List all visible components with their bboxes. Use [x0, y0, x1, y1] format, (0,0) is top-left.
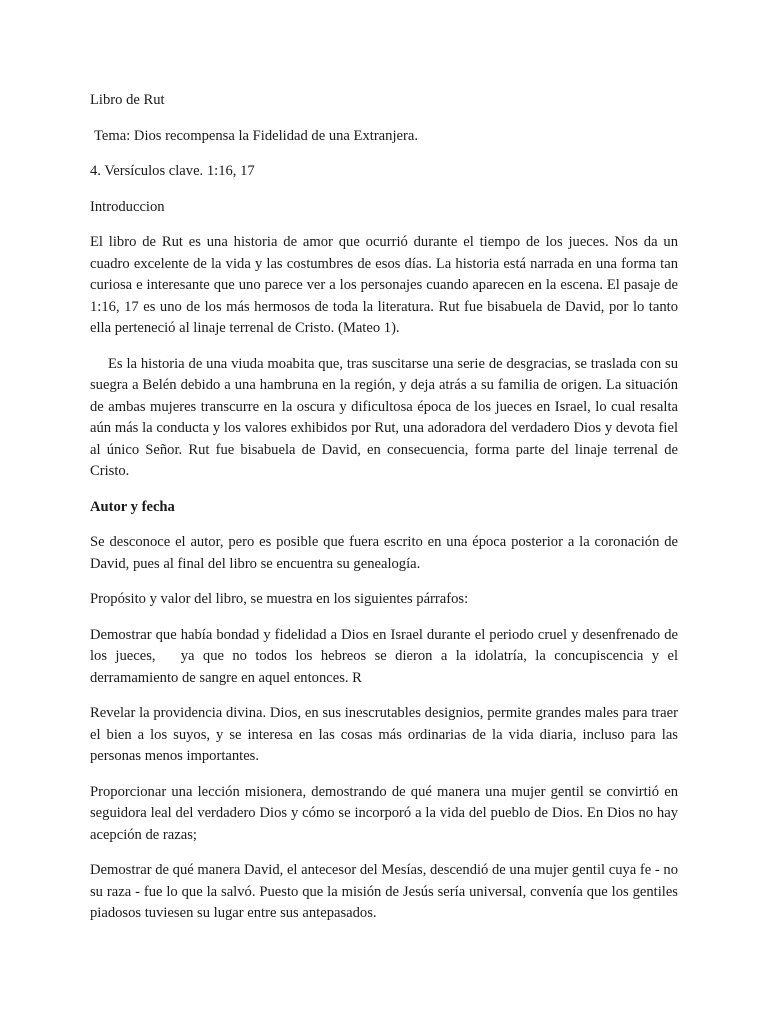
author-heading: Autor y fecha — [90, 498, 175, 515]
purpose-paragraph-2: Revelar la providencia divina. Dios, en sus inescrutables designios, permite grandes males para traer el bien a los suyos, y se interesa en las cosas más ordinarias de la vida diaria, incluso para las personas menos importantes. — [90, 705, 678, 764]
purpose-intro: Propósito y valor del libro, se muestra en los siguientes párrafos: — [90, 591, 469, 607]
theme-line: Tema: Dios recompensa la Fidelidad de una Extranjera. — [94, 127, 418, 144]
intro-heading: Introduccion — [90, 198, 165, 215]
author-paragraph: Se desconoce el autor, pero es posible que fuera escrito en una época posterior a la coronación de David, pues al final del libro se encuentra su genealogía. — [90, 534, 678, 572]
purpose-paragraph-3: Proporcionar una lección misionera, demostrando de qué manera una mujer gentil se convirtió en seguidora leal del verdadero Dios y cómo se incorporó a la vida del pueblo de Dios. En Dios no hay acepción de razas; — [90, 783, 678, 843]
document-title: Libro de Rut — [90, 92, 165, 108]
purpose-paragraph-1: Demostrar que había bondad y fidelidad a Dios en Israel durante el periodo cruel y desenfrenado de los jueces, ya que no todos los hebreos se dieron a la idolatría, la concupiscencia y el derramamiento de sangre en aquel entonces. R — [90, 626, 682, 686]
intro-paragraph-1: El libro de Rut es una historia de amor que ocurrió durante el tiempo de los jueces. Nos da un cuadro excelente de la vida y las costumbres de esos días. La historia está narrada en una forma tan curiosa e interesante que uno parece ver a los personajes cuando aparecen en la escena. El pasaje de 1:16, 17 es uno de los más hermosos de toda la literatura. Rut fue bisabuela de David, por lo tanto ella perteneció al linaje terrenal de Cristo. (Mateo 1). — [90, 234, 678, 336]
intro-paragraph-2: Es la historia de una viuda moabita que, tras suscitarse una serie de desgracias, se traslada con su suegra a Belén debido a una hambruna en la región, y deja atrás a su familia de origen. La situación de ambas mujeres transcurre en la oscura y dificultosa época de los jueces en Israel, lo cual resalta aún más la conducta y los valores exhibidos por Rut, una adoradora del verdadero Dios y devota fiel al único Señor. Rut fue bisabuela de David, en consecuencia, forma parte del linaje terrenal de Cristo. — [90, 355, 678, 479]
purpose-paragraph-4: Demostrar de qué manera David, el antecesor del Mesías, descendió de una mujer gentil cuya fe - no su raza - fue lo que la salvó. Puesto que la misión de Jesús sería universal, convenía que los gentiles piadosos tuviesen su lugar entre sus antepasados. — [90, 862, 678, 921]
document-body — [90, 90, 682, 939]
key-verses-line: 4. Versículos clave. 1:16, 17 — [90, 163, 255, 179]
